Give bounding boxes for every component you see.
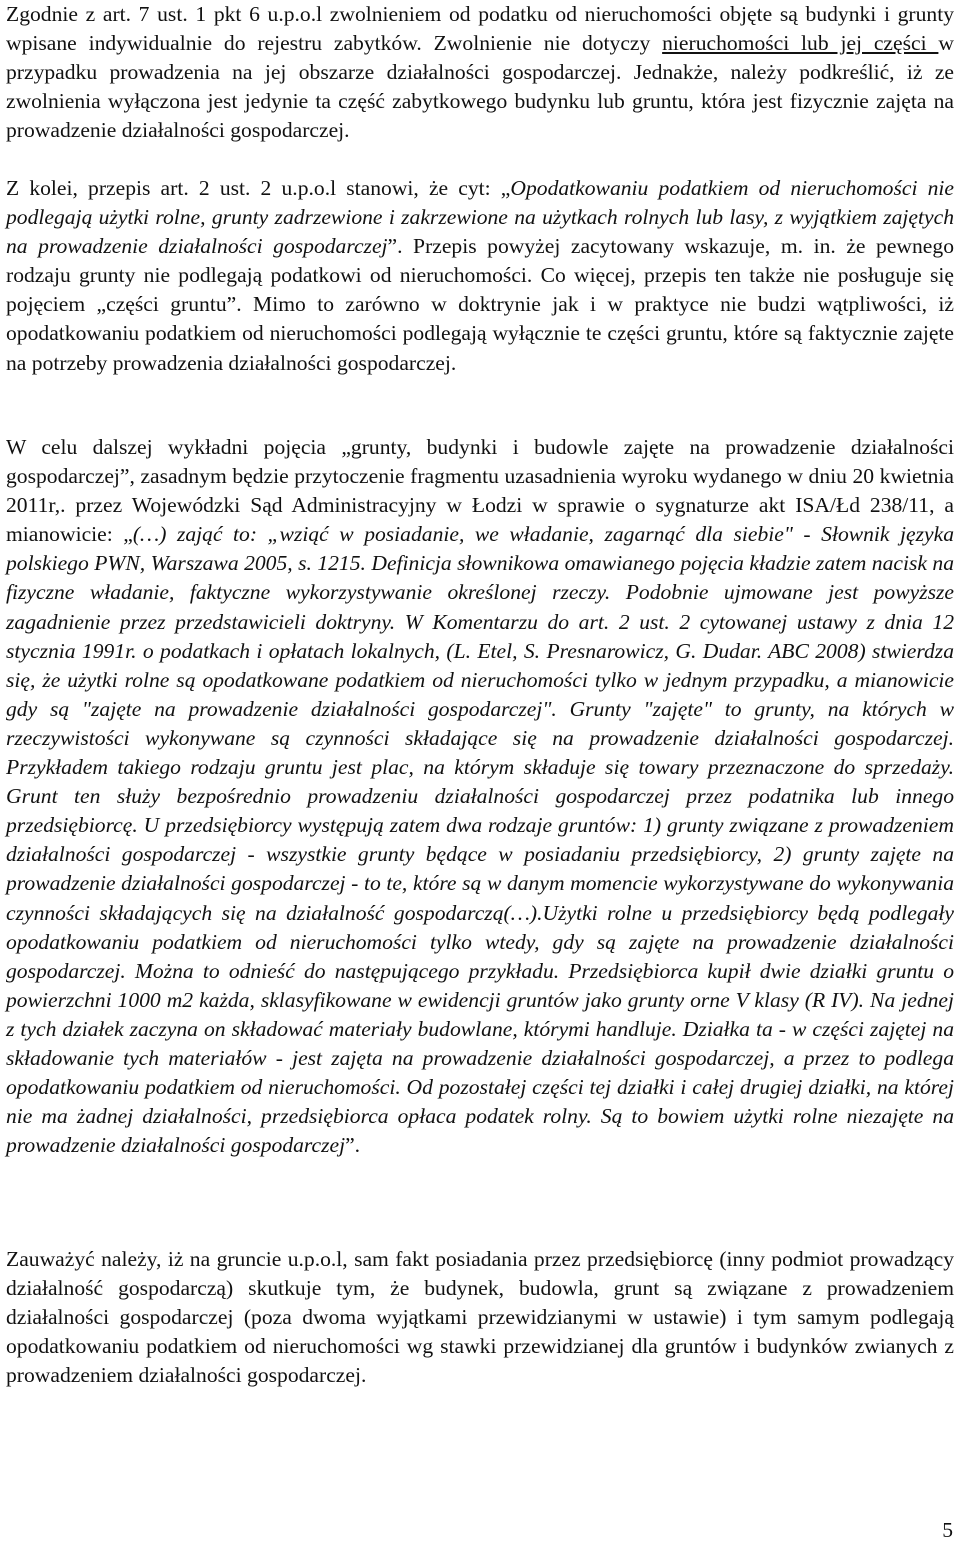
paragraph-text: Zauważyć należy, iż na gruncie u.p.o.l, sam fakt posiadania przez przedsiębiorcę (inny podmiot prowadzący działalność gospodarczą) skutkuje tym, że budynek, budowla, grunt są związane z prowadzeniem działalności gospodarczej (poza dwoma wyjątkami przewidzianymi w ustawie) i tym samym podlegają opodatkowaniu podatkiem od nieruchomości wg stawki przewidzianej dla gruntów i budynków zwianych z prowadzeniem działalności gospodarczej. — [6, 1247, 954, 1388]
paragraph-text: ”. Przepis powyżej zacytowany wskazuje, m. in. że pewnego rodzaju grunty nie podlegają podatkowi od nieruchomości. Co więcej, przepis ten także nie posługuje się pojęciem „części gruntu”. Mimo to zarówno w doktrynie jak i w praktyce nie budzi wątpliwości, iż opodatkowaniu podatkiem od nieruchomości podlegają wyłącznie te części gruntu, które są faktycznie zajęte na potrzeby prowadzenia działalności gospodarczej. — [6, 234, 954, 375]
paragraph-text: w przypadku prowadzenia na jej obszarze działalności gospodarczej. Jednakże, należy podkreślić, iż ze zwolnienia wyłączona jest jedynie ta część zabytkowego budynku lub gruntu, która jest fizycznie zajęta na prowadzenie działalności gospodarczej. — [6, 31, 955, 143]
page-number: 5 — [942, 1518, 953, 1542]
paragraph-text: Z kolei, przepis art. 2 ust. 2 u.p.o.l stanowi, że cyt: „ — [6, 176, 511, 200]
paragraph-art-2-quote — [6, 174, 954, 378]
italic-quote: Opodatkowaniu podatkiem od nieruchomości nie podlegają użytki rolne, grunty zadrzewione i zakrzewione na użytkach rolnych lub lasy, z wyjątkiem zajętych na prowadzenie działalności gospodarczej — [6, 176, 954, 259]
underlined-phrase: nieruchomości lub jej części — [662, 31, 939, 56]
paragraph-text: Zgodnie z art. 7 ust. 1 pkt 6 u.p.o.l zwolnieniem od podatku od nieruchomości objęte są budynki i grunty wpisane indywidualnie do rejestru zabytków. Zwolnienie nie dotyczy — [6, 2, 954, 56]
paragraph-conclusion — [6, 1245, 954, 1390]
paragraph-text: W celu dalszej wykładni pojęcia „grunty, budynki i budowle zajęte na prowadzenie działalności gospodarczej”, zasadnym będzie przytoczenie fragmentu uzasadnienia wyroku wydanego w dniu 20 kwietnia 2011r,. przez Wojewódzki Sąd Administracyjny w Łodzi w sprawie o sygnaturze akt ISA/Łd 238/11, a mianowicie: „ — [6, 435, 954, 547]
italic-quote: (…) zająć to: „wziąć w posiadanie, we władanie, zagarnąć dla siebie" - Słownik języka polskiego PWN, Warszawa 2005, s. 1215. Definicja słownikowa omawianego pojęcia kładzie zatem nacisk na fizyczne władanie, faktyczne wykorzystywanie określonej rzeczy. Podobnie ujmowane jest powyższe zagadnienie przez przedstawicieli doktryny. W Komentarzu do art. 2 ust. 2 cytowanej ustawy z dnia 12 stycznia 1991r. o podatkach i opłatach lokalnych, (L. Etel, S. Presnarowicz, G. Dudar. ABC 2008) stwierdza się, że użytki rolne są opodatkowane podatkiem od nieruchomości tylko w jednym przypadku, a mianowicie gdy są "zajęte na prowadzenie działalności gospodarczej". Grunty "zajęte" to grunty, na których w rzeczywistości wykonywane są czynności składające się na prowadzenie działalności gospodarczej. Przykładem takiego rodzaju gruntu jest plac, na którym składuje się towary przeznaczone do sprzedaży. Grunt ten służy bezpośrednio prowadzeniu działalności gospodarczej przez podatnika lub innego przedsiębiorcę. U przedsiębiorcy występują zatem dwa rodzaje gruntów: 1) grunty związane z prowadzeniem działalności gospodarczej - wszystkie grunty będące w posiadaniu przedsiębiorcy, 2) grunty zajęte na prowadzenie działalności gospodarczej - to te, które są w danym momencie wykorzystywane do wykonywania czynności składających się na działalność gospodarczą(…).Użytki rolne u przedsiębiorcy będą podlegały opodatkowaniu podatkiem od nieruchomości tylko wtedy, gdy są zajęte na prowadzenie działalności gospodarczej. Można to odnieść do następującego przykładu. Przedsiębiorca kupił dwie działki gruntu o powierzchni 1000 m2 każda, sklasyfikowane w ewidencji gruntów jako grunty orne V klasy (R IV). Na jednej z tych działek zaczyna on składować materiały budowlane, którymi handluje. Działka ta - w części zajętej na składowanie tych materiałów - jest zajęta na prowadzenie działalności gospodarczej, a przez to podlega opodatkowaniu podatkiem od nieruchomości. Od pozostałej części tej działki i całej drugiej działki, na której nie ma żadnej działalności, przedsiębiorca opłaca podatek rolny. Są to bowiem użytki rolne niezajęte na prowadzenie działalności gospodarczej — [6, 522, 954, 1158]
paragraph-court-ruling — [6, 433, 954, 1160]
paragraph-text: ”. — [345, 1133, 361, 1158]
paragraph-exemption-monuments — [6, 0, 954, 145]
